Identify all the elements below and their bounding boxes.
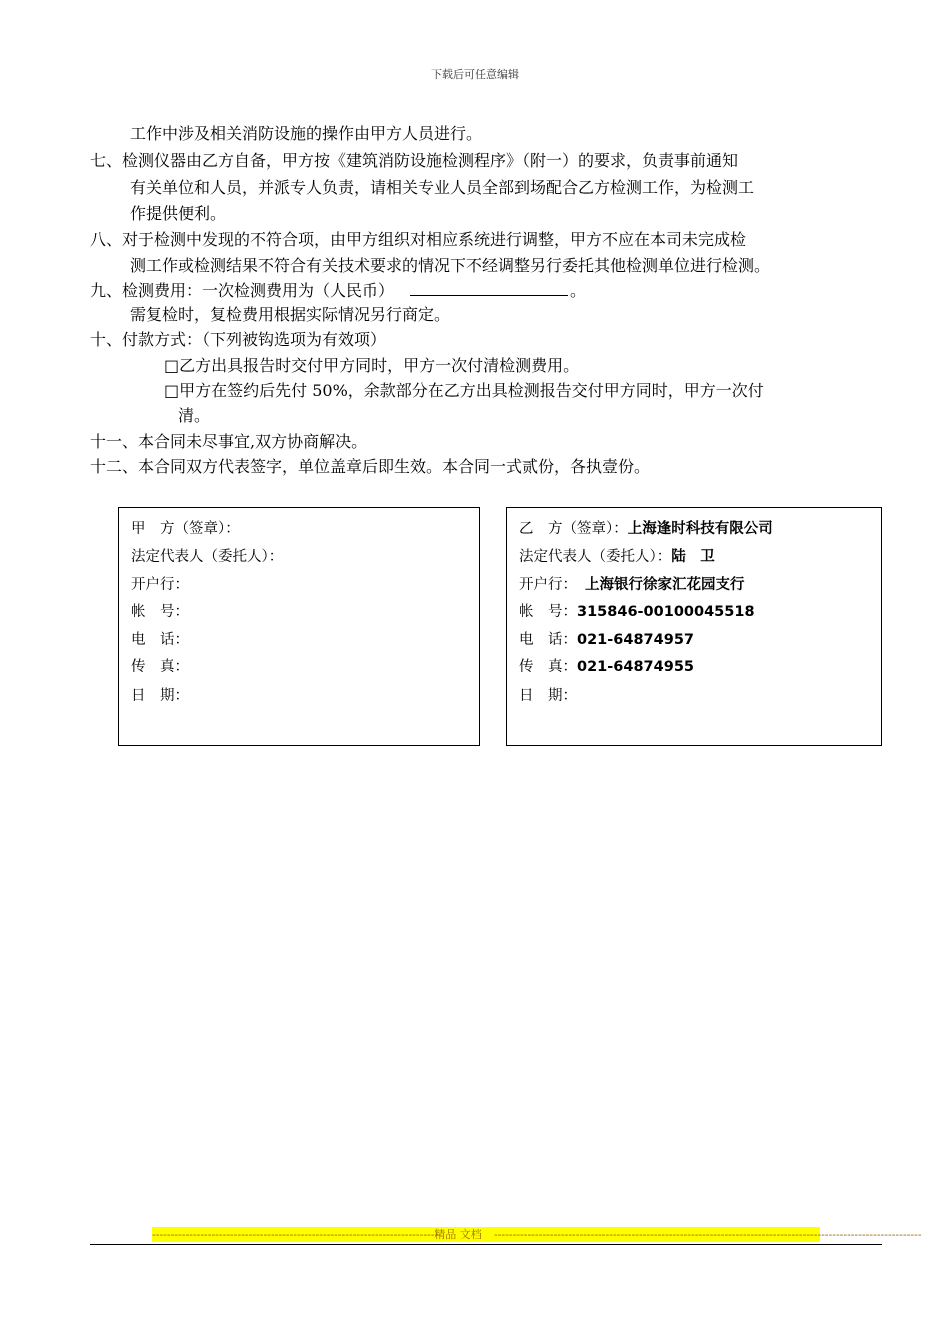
row-value: 上海银行徐家汇花园支行 [585, 577, 745, 593]
party-b-box [506, 507, 882, 746]
row-label: 电 话： [131, 632, 189, 648]
footer-rule [90, 1244, 882, 1245]
party-b-row [519, 573, 745, 594]
party-b-row [519, 600, 755, 621]
party-b-row [519, 545, 715, 566]
party-a-row [131, 573, 189, 594]
row-value: 021-64874957 [577, 632, 694, 648]
row-label: 电 话： [519, 632, 577, 648]
party-b-row [519, 517, 773, 538]
clause-9-line: 需复检时，复检费用根据实际情况另行商定。 [130, 305, 451, 324]
clause-line: 工作中涉及相关消防设施的操作由甲方人员进行。 [130, 124, 483, 143]
footer-dashes-right: ------------------------------------------------------------------------------------------------------------------- [494, 1228, 922, 1241]
fee-blank [410, 279, 568, 296]
clause-7-line: 七、检测仪器由乙方自备，甲方按《建筑消防设施检测程序》（附一）的要求，负责事前通知 [90, 151, 739, 170]
row-label: 传 真： [519, 659, 577, 675]
party-b-row [519, 655, 694, 676]
footer-band [152, 1227, 922, 1242]
payment-option-2: □甲方在签约后先付 50%，余款部分在乙方出具检测报告交付甲方同时，甲方一次付 [164, 381, 764, 400]
clause-7-line: 有关单位和人员，并派专人负责，请相关专业人员全部到场配合乙方检测工作，为检测工 [130, 178, 755, 197]
row-value: 陆 卫 [671, 549, 715, 565]
clause-8-line: 八、对于检测中发现的不符合项，由甲方组织对相应系统进行调整，甲方不应在本司未完成检 [90, 230, 747, 249]
row-label: 法定代表人（委托人）： [519, 549, 672, 565]
row-value: 上海逢时科技有限公司 [627, 521, 773, 537]
payment-option-1: □乙方出具报告时交付甲方同时，甲方一次付清检测费用。 [164, 356, 580, 375]
row-label: 帐 号： [131, 604, 189, 620]
row-value: 021-64874955 [577, 659, 694, 675]
page-header: 下载后可任意编辑 [431, 68, 519, 81]
clause-10-line: 十、付款方式：（下列被钩选项为有效项） [90, 330, 387, 349]
party-a-row [131, 600, 189, 621]
party-a-row [131, 684, 189, 705]
footer-dashes-left: ------------------------------------------------------------------------------ [152, 1228, 442, 1241]
party-a-row [131, 655, 189, 676]
clause-7-line: 作提供便利。 [130, 204, 227, 223]
row-label: 帐 号： [519, 604, 577, 620]
party-a-row [131, 628, 189, 649]
row-label: 日 期： [131, 688, 189, 704]
row-label: 甲 方（签章）： [131, 521, 240, 537]
party-a-box [118, 507, 480, 746]
row-value: 315846-00100045518 [577, 604, 755, 620]
party-b-row [519, 628, 694, 649]
fee-label: 九、检测费用：一次检测费用为（人民币） [90, 281, 395, 300]
party-a-row [131, 517, 240, 538]
row-label: 开户行： [131, 577, 189, 593]
clause-11-line: 十一、本合同未尽事宜,双方协商解决。 [90, 432, 368, 451]
party-a-row [131, 545, 283, 566]
party-b-row [519, 684, 577, 705]
row-label: 乙 方（签章）： [519, 521, 628, 537]
footer-label: 精品 文档 [434, 1228, 482, 1241]
clause-8-line: 测工作或检测结果不符合有关技术要求的情况下不经调整另行委托其他检测单位进行检测。 [130, 256, 771, 275]
fee-end: 。 [570, 281, 587, 300]
row-label: 法定代表人（委托人）： [131, 549, 284, 565]
clause-12-line: 十二、本合同双方代表签字，单位盖章后即生效。本合同一式贰份，各执壹份。 [90, 457, 651, 476]
row-label: 开户行： [519, 577, 577, 593]
payment-option-2-cont: 清。 [178, 406, 211, 425]
row-label: 日 期： [519, 688, 577, 704]
row-label: 传 真： [131, 659, 189, 675]
clause-9-line [90, 279, 586, 303]
